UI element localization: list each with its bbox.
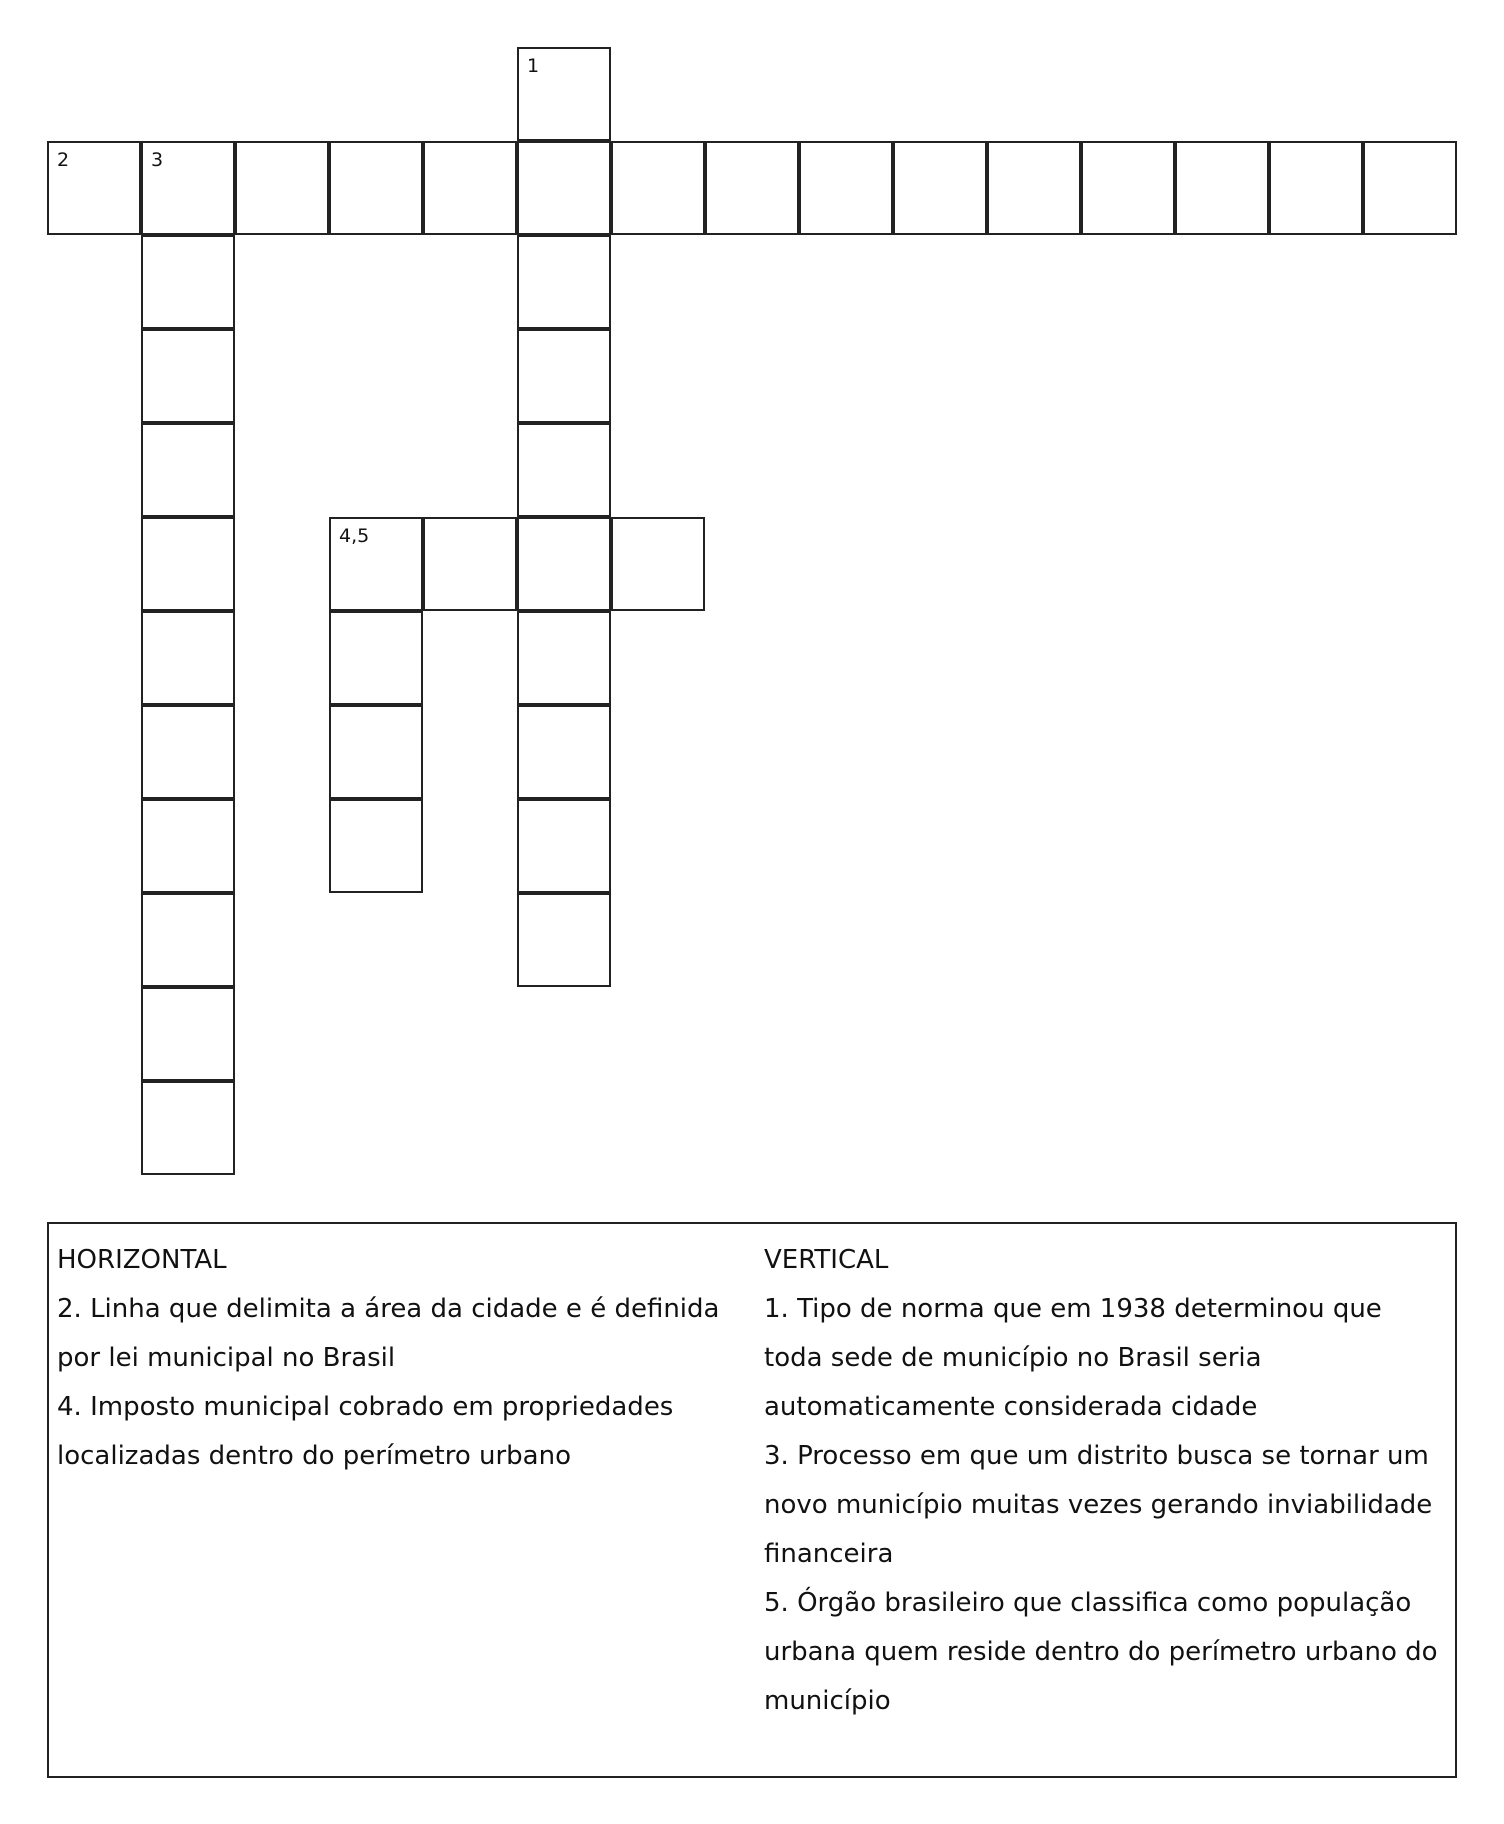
- grid-cell[interactable]: [329, 611, 423, 705]
- clue-line: 4. Imposto municipal cobrado em propriedades: [57, 1392, 674, 1422]
- clue-line: 1. Tipo de norma que em 1938 determinou que: [764, 1294, 1382, 1324]
- clue-line: financeira: [764, 1539, 894, 1569]
- grid-cell[interactable]: [141, 517, 235, 611]
- grid-cell[interactable]: [987, 141, 1081, 235]
- grid-cell[interactable]: [1175, 141, 1269, 235]
- grid-cell[interactable]: [141, 423, 235, 517]
- grid-cell[interactable]: [517, 235, 611, 329]
- clue-number: 4,5: [339, 525, 370, 547]
- grid-cell[interactable]: [611, 141, 705, 235]
- grid-cell[interactable]: [1081, 141, 1175, 235]
- grid-cell[interactable]: [235, 141, 329, 235]
- grid-cell[interactable]: [141, 893, 235, 987]
- grid-cell[interactable]: [141, 235, 235, 329]
- clue-line: novo município muitas vezes gerando inviabilidade: [764, 1490, 1433, 1520]
- grid-cell[interactable]: [423, 141, 517, 235]
- grid-cell[interactable]: [141, 799, 235, 893]
- vertical-heading: VERTICAL: [764, 1245, 889, 1275]
- clue-line: automaticamente considerada cidade: [764, 1392, 1258, 1422]
- grid-cell[interactable]: [517, 517, 611, 611]
- grid-cell[interactable]: [705, 141, 799, 235]
- grid-cell[interactable]: [517, 47, 611, 141]
- grid-cell[interactable]: [47, 141, 141, 235]
- grid-cell[interactable]: [329, 517, 423, 611]
- clue-line: 5. Órgão brasileiro que classifica como população: [764, 1588, 1412, 1618]
- clue-number: 3: [151, 149, 164, 171]
- grid-cell[interactable]: [141, 705, 235, 799]
- clue-number: 2: [57, 149, 70, 171]
- horizontal-heading: HORIZONTAL: [57, 1245, 227, 1275]
- grid-cell[interactable]: [329, 705, 423, 799]
- grid-cell[interactable]: [517, 893, 611, 987]
- grid-cell[interactable]: [1363, 141, 1457, 235]
- clue-line: município: [764, 1686, 891, 1716]
- clues-box: [47, 1222, 1457, 1778]
- grid-cell[interactable]: [517, 329, 611, 423]
- grid-cell[interactable]: [799, 141, 893, 235]
- horizontal-clues: [57, 1236, 747, 1481]
- grid-cell[interactable]: [517, 799, 611, 893]
- grid-cell[interactable]: [329, 141, 423, 235]
- clue-number: 1: [527, 55, 540, 77]
- grid-cell[interactable]: [517, 611, 611, 705]
- clue-line: 2. Linha que delimita a área da cidade e é definida: [57, 1294, 720, 1324]
- clue-line: urbana quem reside dentro do perímetro urbano do: [764, 1637, 1438, 1667]
- vertical-clues: [764, 1236, 1454, 1726]
- clue-line: localizadas dentro do perímetro urbano: [57, 1441, 571, 1471]
- grid-cell[interactable]: [611, 517, 705, 611]
- grid-cell[interactable]: [141, 141, 235, 235]
- clue-line: toda sede de município no Brasil seria: [764, 1343, 1262, 1373]
- grid-cell[interactable]: [517, 141, 611, 235]
- grid-cell[interactable]: [1269, 141, 1363, 235]
- grid-cell[interactable]: [141, 987, 235, 1081]
- grid-cell[interactable]: [141, 329, 235, 423]
- grid-cell[interactable]: [141, 1081, 235, 1175]
- grid-cell[interactable]: [517, 423, 611, 517]
- grid-cell[interactable]: [141, 611, 235, 705]
- grid-cell[interactable]: [423, 517, 517, 611]
- clue-line: por lei municipal no Brasil: [57, 1343, 396, 1373]
- clue-line: 3. Processo em que um distrito busca se tornar um: [764, 1441, 1429, 1471]
- grid-cell[interactable]: [329, 799, 423, 893]
- grid-cell[interactable]: [893, 141, 987, 235]
- grid-cell[interactable]: [517, 705, 611, 799]
